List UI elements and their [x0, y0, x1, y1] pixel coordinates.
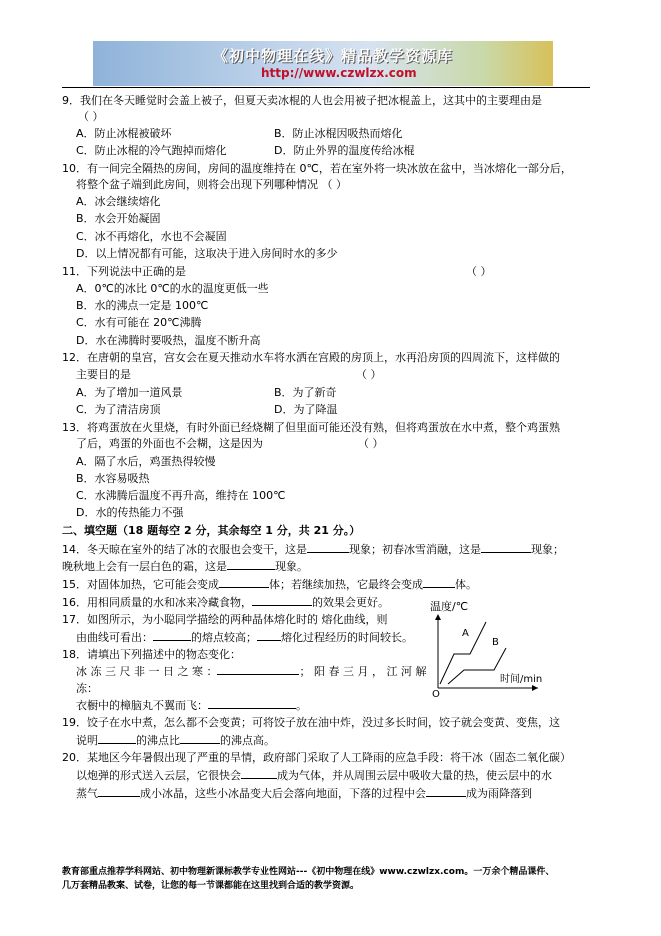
q12-option-c: C．为了清洁房顶: [76, 403, 161, 416]
q12-paren: （ ）: [356, 368, 382, 381]
q12-option-d: D．为了降温: [274, 403, 338, 416]
q9-paren: （ ）: [78, 110, 104, 123]
q11-option-a: A．0℃的冰比 0℃的水的温度更低一些: [76, 282, 269, 295]
footer-line-1: 教育部重点推荐学科网站、初中物理新课标教学专业性网站---《初中物理在线》www.czwlzx.com。一万余个精品课件、: [62, 867, 555, 877]
q14-blank-1[interactable]: [307, 542, 349, 553]
q20-blank-3[interactable]: [426, 786, 466, 797]
q9-option-a: A．防止冰棍被破坏: [76, 127, 172, 140]
graph-x-arrow: [532, 685, 538, 691]
q20-stem-2: 以炮弹的形式送入云层，它很快会 成为气体，并从周围云层中吸收大量的热，使云层中的水: [76, 769, 552, 782]
q14-stem: 14．冬天晾在室外的结了冰的衣服也会变干，这是 现象；初春冰雪消融，这是 现象；: [62, 543, 564, 556]
q18-line-3: 衣橱中的樟脑丸不翼而飞： 。: [76, 699, 307, 712]
q20-stem-3: 蒸气 成小冰晶，这些小冰晶变大后会落向地面，下落的过程中会 成为雨降落到: [76, 787, 532, 800]
q10-stem-2: 将整个盆子端到此房间，则将会出现下列哪种情况 （ ）: [76, 178, 347, 191]
q12-option-a: A．为了增加一道风景: [76, 386, 183, 399]
q19-blank-2[interactable]: [180, 733, 220, 744]
q11-paren: （ ）: [466, 265, 492, 278]
q10-option-b: B．水会开始凝固: [76, 212, 161, 225]
header-rule: [62, 87, 590, 88]
graph-y-arrow: [435, 614, 441, 620]
q18-blank-1[interactable]: [217, 664, 299, 675]
q9-option-b: B．防止冰棍因吸热而熔化: [274, 127, 403, 140]
q13-stem-2: 了后，鸡蛋的外面也不会糊，这是因为: [76, 437, 263, 450]
q11-option-c: C．水有可能在 20℃沸腾: [76, 316, 202, 329]
graph-x-label: 时间/min: [500, 674, 543, 685]
header-banner: [93, 41, 553, 86]
banner-url: http://www.czwlzx.com: [261, 66, 417, 80]
q20-stem: 20．某地区今年暑假出现了严重的旱情，政府部门采取了人工降雨的应急手段：将干冰（固态二氧化碳）: [62, 751, 571, 764]
q13-option-b: B．水容易吸热: [76, 472, 150, 485]
q10-stem: 10．有一间完全隔热的房间，房间的温度维持在 0℃，若在室外将一块冰放在盆中，当冰熔化一部分后，: [62, 162, 572, 175]
footer-line-2: 几万套精品教案、试卷，让您的每一节课都能在这里找到合适的教学资源。: [62, 881, 360, 891]
section-fill-blank-heading: 二、填空题（18 题每空 2 分，其余每空 1 分，共 21 分。）: [62, 524, 361, 537]
q20-blank-2[interactable]: [98, 786, 140, 797]
graph-y-label: 温度/℃: [430, 600, 469, 613]
q9-stem: 9．我们在冬天睡觉时会盖上被子，但夏天卖冰棍的人也会用被子把冰棍盖上，这其中的主要理由是: [62, 94, 542, 107]
curve-b-label: B: [492, 637, 499, 648]
q10-option-a: A．冰会继续熔化: [76, 195, 161, 208]
q12-option-b: B．为了新奇: [274, 386, 337, 399]
graph-origin: O: [432, 689, 440, 698]
q12-stem-2: 主要目的是: [76, 368, 131, 381]
q19-stem-2: 说明 的沸点比 的沸点高。: [76, 734, 275, 747]
q11-option-b: B．水的沸点一定是 100℃: [76, 299, 209, 312]
q14-stem-2: 晚秋地上会有一层白色的霜，这是 现象。: [62, 560, 308, 573]
q15-stem: 15．对固体加热，它可能会变成 体；若继续加热，它最终会变成 体。: [62, 578, 477, 591]
q19-blank-1[interactable]: [98, 733, 136, 744]
q18-line-2: 冻：: [76, 682, 98, 695]
q13-option-a: A．隔了水后，鸡蛋热得较慢: [76, 455, 216, 468]
q20-blank-1[interactable]: [241, 768, 277, 779]
q17-stem-2: 由曲线可看出： 的熔点较高； 熔化过程经历的时间较长。: [76, 631, 413, 644]
q9-option-c: C．防止冰棍的冷气跑掉而熔化: [76, 144, 227, 157]
q10-option-c: C．冰不再熔化，水也不会凝固: [76, 230, 227, 243]
q13-option-d: D．水的传热能力不强: [76, 506, 184, 519]
q17-blank-1[interactable]: [153, 630, 191, 641]
curve-b: [448, 648, 506, 684]
q15-blank-2[interactable]: [423, 577, 455, 588]
q15-blank-1[interactable]: [219, 577, 269, 588]
q9-option-d: D．防止外界的温度传给冰棍: [274, 144, 415, 157]
q10-option-d: D．以上情况都有可能，这取决于进入房间时水的多少: [76, 247, 338, 260]
banner-title: 《初中物理在线》精品教学资源库: [213, 47, 454, 65]
q18-stem: 18．请填出下列描述中的物态变化：: [62, 648, 241, 661]
q16-blank-1[interactable]: [252, 595, 312, 606]
q14-blank-2[interactable]: [481, 542, 531, 553]
q17-stem: 17．如图所示，为小聪同学描绘的两种晶体熔化时的 熔化曲线，则: [62, 613, 388, 626]
curve-a-label: A: [462, 628, 469, 639]
melting-curve-graph: [428, 596, 548, 698]
q11-option-d: D．水在沸腾时要吸热，温度不断升高: [76, 334, 261, 347]
q13-paren: （ ）: [358, 437, 384, 450]
q14-blank-3[interactable]: [227, 559, 275, 570]
q13-stem: 13．将鸡蛋放在火里烧，有时外面已经烧糊了但里面可能还没有熟，但将鸡蛋放在水中煮，整个鸡蛋熟: [62, 421, 560, 434]
q13-option-c: C．水沸腾后温度不再升高，维持在 100℃: [76, 489, 286, 502]
q17-blank-2[interactable]: [257, 630, 281, 641]
q12-stem: 12．在唐朝的皇宫，宫女会在夏天推动水车将水洒在宫殿的房顶上，水再沿房顶的四周流下，这样做的: [62, 351, 560, 364]
q18-blank-3[interactable]: [208, 698, 296, 709]
q19-stem: 19．饺子在水中煮，怎么都不会变黄；可将饺子放在油中炸，没过多长时间，饺子就会变黄、变焦，这: [62, 716, 560, 729]
q18-line-1: 冰 冻 三 尺 非 一 日 之 寒 ： ； 阳 春 三 月 ， 江 河 解: [76, 665, 427, 678]
q11-stem: 11．下列说法中正确的是: [62, 265, 186, 278]
q16-stem: 16．用相同质量的水和冰来冷藏食物， 的效果会更好。: [62, 596, 389, 609]
